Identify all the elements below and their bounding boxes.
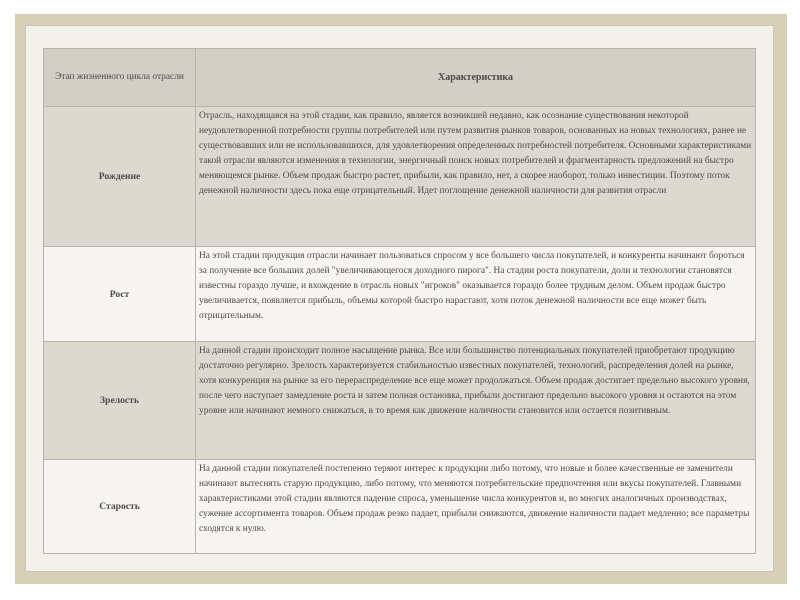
document-page [25, 25, 774, 572]
description-cell: На данной стадии покупателей постепенно теряют интерес к продукции либо потому, что новые и более качественные ее заменители начинают вытеснять старую продукцию, либо потому, что меняются потребительские предпочтения или вкусы покупателей. Главными характеристиками этой стадии являются падение спроса, уменьшение числа конкурентов и, во многих аналогичных производствах, сужение ассортимента товаров. Объем продаж резко падает, прибыли снижаются, движение наличности падает медленно; все параметры сходятся к нулю. [196, 460, 756, 554]
stage-cell: Рост [44, 247, 196, 342]
table-row [44, 342, 756, 460]
stage-cell: Старость [44, 460, 196, 554]
stage-cell: Рождение [44, 107, 196, 247]
lifecycle-table [43, 48, 756, 554]
description-cell: Отрасль, находящаяся на этой стадии, как правило, является возникшей недавно, как осознание существования некоторой неудовлетворенной потребности группы потребителей или путем развития рынков товаров, основанных на новых технологиях, ранее не существовавших или не использовавшихся, для удовлетворения определенных потребностей потребителя. Основными характеристиками такой отрасли являются изменения в технологии, энергичный поиск новых потребителей и фрагментарность предложений на быстро меняющемся рынке. Объем продаж быстро растет, прибыли, как правило, нет, а скорее наоборот, только инвестиции. Поэтому поток денежной наличности здесь пока еще отрицательный. Идет поглощение денежной наличности для развития отрасли [196, 107, 756, 247]
description-cell: На этой стадии продукция отрасли начинает пользоваться спросом у все большего числа покупателей, и конкуренты начинают бороться за получение все больших долей "увеличивающегося доходного пирога". На стадии роста покупатели, доли и технологии становятся известны гораздо лучше, и вхождение в отрасль новых "игроков" оказывается гораздо более трудным делом. Объем продаж быстро увеличивается, появляется прибыль, объемы которой быстро нарастают, хотя поток денежной наличности все еще может быть отрицательным. [196, 247, 756, 342]
table-header-row [44, 49, 756, 107]
description-cell: На данной стадии происходит полное насыщение рынка. Все или большинство потенциальных покупателей приобретают продукцию достаточно регулярно. Зрелость характеризуется стабильностью известных покупателей, технологий, распределения долей на рынке, хотя конкуренция на рынке за его перераспределение все еще может продолжаться. Объем продаж достигает предельно высокого уровня, после чего наступает замедление роста и затем полная остановка, прибыли достигают предельно высокого уровня и остаются на этом уровне или начинают немного снижаться, в то время как движение наличности становится или остается позитивным. [196, 342, 756, 460]
table-row [44, 107, 756, 247]
header-stage: Этап жизненного цикла отрасли [44, 49, 196, 107]
slide-frame [15, 14, 787, 584]
header-characteristic: Характеристика [196, 49, 756, 107]
table-row [44, 247, 756, 342]
stage-cell: Зрелость [44, 342, 196, 460]
table-row [44, 460, 756, 554]
